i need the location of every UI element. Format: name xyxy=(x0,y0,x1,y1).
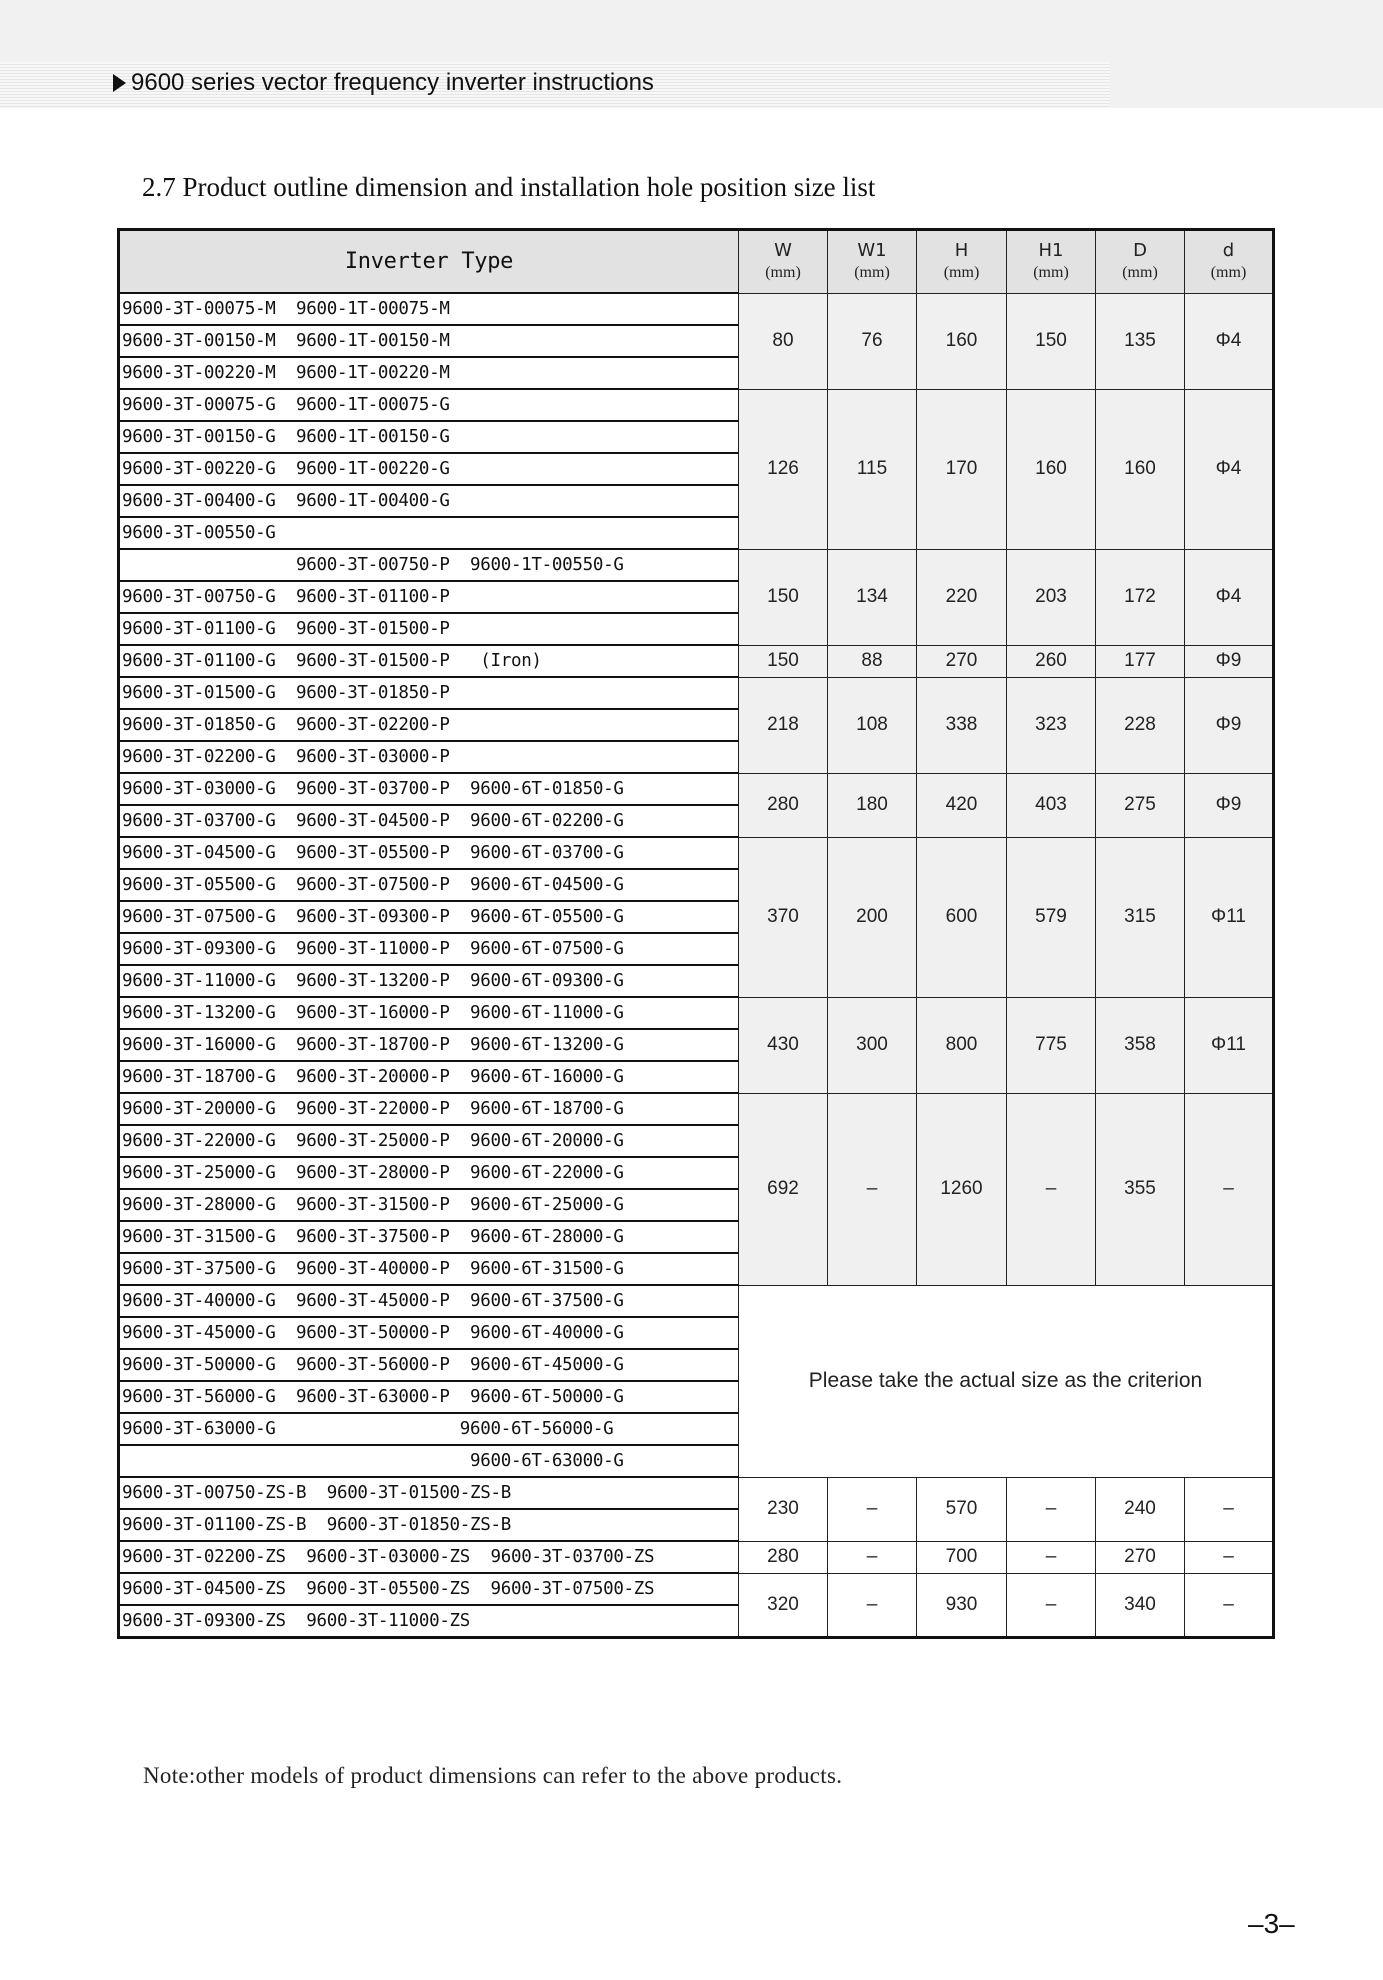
dim-cell-h: 160 xyxy=(917,293,1007,389)
table-row xyxy=(119,1285,1274,1317)
dim-cell-h1: 150 xyxy=(1007,293,1096,389)
inverter-models-cell: 9600-3T-00750-P 9600-1T-00550-G xyxy=(119,549,739,581)
table-header-row xyxy=(119,230,1274,294)
dim-cell-h: 220 xyxy=(917,549,1007,645)
dim-cell-w: 370 xyxy=(739,837,828,997)
inverter-models-cell: 9600-3T-56000-G 9600-3T-63000-P 9600-6T-50000-G xyxy=(119,1381,739,1413)
dim-cell-h: 1260 xyxy=(917,1093,1007,1285)
table-row xyxy=(119,773,1274,805)
inverter-models-cell: 9600-3T-00220-M 9600-1T-00220-M xyxy=(119,357,739,389)
inverter-models-cell: 9600-3T-04500-ZS 9600-3T-05500-ZS 9600-3T-07500-ZS xyxy=(119,1573,739,1605)
dim-cell-hole-d: – xyxy=(1185,1573,1274,1638)
dim-cell-hole-d: – xyxy=(1185,1541,1274,1573)
dim-cell-d: 275 xyxy=(1096,773,1185,837)
dim-cell-h1: 203 xyxy=(1007,549,1096,645)
dim-cell-w: 430 xyxy=(739,997,828,1093)
col-name: d xyxy=(1222,239,1235,261)
dim-cell-h1: – xyxy=(1007,1541,1096,1573)
col-unit: (mm) xyxy=(1210,263,1247,281)
col-name: W xyxy=(774,239,792,261)
inverter-models-cell: 9600-3T-22000-G 9600-3T-25000-P 9600-6T-20000-G xyxy=(119,1125,739,1157)
dim-cell-h1: 403 xyxy=(1007,773,1096,837)
dim-cell-w: 280 xyxy=(739,1541,828,1573)
dim-cell-w: 150 xyxy=(739,549,828,645)
inverter-models-cell: 9600-3T-01500-G 9600-3T-01850-P xyxy=(119,677,739,709)
inverter-models-cell: 9600-3T-00075-M 9600-1T-00075-M xyxy=(119,293,739,325)
table-row xyxy=(119,293,1274,325)
inverter-type-header: Inverter Type xyxy=(119,230,739,294)
inverter-models-cell: 9600-3T-00075-G 9600-1T-00075-G xyxy=(119,389,739,421)
dim-cell-hole-d: Φ4 xyxy=(1185,293,1274,389)
dim-cell-w1: 108 xyxy=(828,677,917,773)
inverter-models-cell: 9600-3T-00400-G 9600-1T-00400-G xyxy=(119,485,739,517)
dim-cell-h: 700 xyxy=(917,1541,1007,1573)
inverter-models-cell: 9600-3T-00750-ZS-B 9600-3T-01500-ZS-B xyxy=(119,1477,739,1509)
dim-cell-hole-d: Φ9 xyxy=(1185,773,1274,837)
col-name: H1 xyxy=(1038,239,1064,261)
dim-cell-w1: – xyxy=(828,1541,917,1573)
inverter-models-cell: 9600-3T-00220-G 9600-1T-00220-G xyxy=(119,453,739,485)
inverter-models-cell: 9600-3T-09300-G 9600-3T-11000-P 9600-6T-07500-G xyxy=(119,933,739,965)
dim-cell-w1: 300 xyxy=(828,997,917,1093)
triangle-bullet-icon xyxy=(113,74,126,92)
dim-cell-d: 135 xyxy=(1096,293,1185,389)
inverter-models-cell: 9600-3T-03000-G 9600-3T-03700-P 9600-6T-01850-G xyxy=(119,773,739,805)
inverter-models-cell: 9600-3T-13200-G 9600-3T-16000-P 9600-6T-11000-G xyxy=(119,997,739,1029)
inverter-models-cell: 9600-3T-04500-G 9600-3T-05500-P 9600-6T-03700-G xyxy=(119,837,739,869)
col-header-h xyxy=(917,230,1007,294)
dim-cell-h: 270 xyxy=(917,645,1007,677)
table-row xyxy=(119,1477,1274,1509)
inverter-models-cell: 9600-3T-07500-G 9600-3T-09300-P 9600-6T-05500-G xyxy=(119,901,739,933)
col-unit: (mm) xyxy=(943,263,980,281)
dim-cell-hole-d: Φ11 xyxy=(1185,997,1274,1093)
inverter-models-cell: 9600-3T-50000-G 9600-3T-56000-P 9600-6T-45000-G xyxy=(119,1349,739,1381)
inverter-models-cell: 9600-3T-02200-ZS 9600-3T-03000-ZS 9600-3T-03700-ZS xyxy=(119,1541,739,1573)
col-header-w xyxy=(739,230,828,294)
inverter-models-cell: 9600-6T-63000-G xyxy=(119,1445,739,1477)
col-header-hole-d xyxy=(1185,230,1274,294)
table-row xyxy=(119,389,1274,421)
col-header-w1 xyxy=(828,230,917,294)
inverter-models-cell: 9600-3T-00750-G 9600-3T-01100-P xyxy=(119,581,739,613)
dim-cell-w1: 200 xyxy=(828,837,917,997)
dim-cell-h1: 160 xyxy=(1007,389,1096,549)
inverter-models-cell: 9600-3T-16000-G 9600-3T-18700-P 9600-6T-13200-G xyxy=(119,1029,739,1061)
dim-cell-w1: – xyxy=(828,1093,917,1285)
table-row xyxy=(119,837,1274,869)
inverter-models-cell: 9600-3T-00150-M 9600-1T-00150-M xyxy=(119,325,739,357)
dimension-table xyxy=(117,228,1275,1639)
section-title: 2.7 Product outline dimension and installation hole position size list xyxy=(142,172,876,202)
dim-cell-hole-d: Φ9 xyxy=(1185,645,1274,677)
dim-cell-w1: 88 xyxy=(828,645,917,677)
inverter-models-cell: 9600-3T-63000-G 9600-6T-56000-G xyxy=(119,1413,739,1445)
dim-cell-h1: 323 xyxy=(1007,677,1096,773)
dim-cell-w1: 115 xyxy=(828,389,917,549)
header-title-text: 9600 series vector frequency inverter instructions xyxy=(131,69,654,96)
dim-cell-hole-d: – xyxy=(1185,1477,1274,1541)
dim-cell-d: 177 xyxy=(1096,645,1185,677)
inverter-models-cell: 9600-3T-40000-G 9600-3T-45000-P 9600-6T-37500-G xyxy=(119,1285,739,1317)
col-header-h1 xyxy=(1007,230,1096,294)
dim-cell-d: 160 xyxy=(1096,389,1185,549)
dim-cell-hole-d: – xyxy=(1185,1093,1274,1285)
dim-cell-h: 420 xyxy=(917,773,1007,837)
dim-cell-w: 230 xyxy=(739,1477,828,1541)
dim-cell-w1: – xyxy=(828,1477,917,1541)
inverter-models-cell: 9600-3T-45000-G 9600-3T-50000-P 9600-6T-40000-G xyxy=(119,1317,739,1349)
dim-cell-h: 800 xyxy=(917,997,1007,1093)
dim-cell-h1: 260 xyxy=(1007,645,1096,677)
col-unit: (mm) xyxy=(765,263,801,281)
col-unit: (mm) xyxy=(1122,263,1158,281)
inverter-models-cell: 9600-3T-25000-G 9600-3T-28000-P 9600-6T-22000-G xyxy=(119,1157,739,1189)
table-row xyxy=(119,645,1274,677)
inverter-models-cell: 9600-3T-01100-ZS-B 9600-3T-01850-ZS-B xyxy=(119,1509,739,1541)
inverter-models-cell: 9600-3T-18700-G 9600-3T-20000-P 9600-6T-16000-G xyxy=(119,1061,739,1093)
inverter-models-cell: 9600-3T-00150-G 9600-1T-00150-G xyxy=(119,421,739,453)
dim-cell-h: 338 xyxy=(917,677,1007,773)
dim-cell-d: 340 xyxy=(1096,1573,1185,1638)
inverter-models-cell: 9600-3T-01100-G 9600-3T-01500-P xyxy=(119,613,739,645)
footnote: Note:other models of product dimensions can refer to the above products. xyxy=(143,1763,843,1788)
inverter-models-cell: 9600-3T-03700-G 9600-3T-04500-P 9600-6T-02200-G xyxy=(119,805,739,837)
dim-cell-hole-d: Φ4 xyxy=(1185,389,1274,549)
table-row xyxy=(119,549,1274,581)
inverter-models-cell: 9600-3T-11000-G 9600-3T-13200-P 9600-6T-09300-G xyxy=(119,965,739,997)
inverter-models-cell: 9600-3T-31500-G 9600-3T-37500-P 9600-6T-28000-G xyxy=(119,1221,739,1253)
dim-cell-h1: – xyxy=(1007,1573,1096,1638)
dim-cell-w1: 134 xyxy=(828,549,917,645)
page-number: –3– xyxy=(1248,1908,1295,1939)
inverter-models-cell: 9600-3T-02200-G 9600-3T-03000-P xyxy=(119,741,739,773)
dim-cell-hole-d: Φ9 xyxy=(1185,677,1274,773)
dim-cell-hole-d: Φ4 xyxy=(1185,549,1274,645)
col-name: H xyxy=(954,239,969,261)
inverter-models-cell: 9600-3T-05500-G 9600-3T-07500-P 9600-6T-04500-G xyxy=(119,869,739,901)
inverter-models-cell: 9600-3T-28000-G 9600-3T-31500-P 9600-6T-25000-G xyxy=(119,1189,739,1221)
dim-cell-hole-d: Φ11 xyxy=(1185,837,1274,997)
col-name: D xyxy=(1133,239,1147,261)
dim-cell-w: 126 xyxy=(739,389,828,549)
header-title xyxy=(113,69,654,97)
dim-cell-h: 570 xyxy=(917,1477,1007,1541)
dim-cell-d: 172 xyxy=(1096,549,1185,645)
inverter-models-cell: 9600-3T-37500-G 9600-3T-40000-P 9600-6T-31500-G xyxy=(119,1253,739,1285)
dim-cell-h: 930 xyxy=(917,1573,1007,1638)
inverter-models-cell: 9600-3T-09300-ZS 9600-3T-11000-ZS xyxy=(119,1605,739,1638)
table-row xyxy=(119,997,1274,1029)
dim-cell-h1: 579 xyxy=(1007,837,1096,997)
table-row xyxy=(119,1573,1274,1605)
inverter-models-cell: 9600-3T-20000-G 9600-3T-22000-P 9600-6T-18700-G xyxy=(119,1093,739,1125)
dim-cell-h: 600 xyxy=(917,837,1007,997)
dim-cell-d: 228 xyxy=(1096,677,1185,773)
table-row xyxy=(119,677,1274,709)
dim-cell-w: 218 xyxy=(739,677,828,773)
dim-cell-d: 270 xyxy=(1096,1541,1185,1573)
dim-cell-h: 170 xyxy=(917,389,1007,549)
dim-cell-w1: 76 xyxy=(828,293,917,389)
inverter-models-cell: 9600-3T-01100-G 9600-3T-01500-P (Iron) xyxy=(119,645,739,677)
dim-cell-w: 320 xyxy=(739,1573,828,1638)
table-body xyxy=(119,230,1274,1638)
col-header-d xyxy=(1096,230,1185,294)
dim-cell-w1: 180 xyxy=(828,773,917,837)
table-row xyxy=(119,1541,1274,1573)
inverter-models-cell: 9600-3T-00550-G xyxy=(119,517,739,549)
col-unit: (mm) xyxy=(854,263,890,281)
dim-cell-h1: 775 xyxy=(1007,997,1096,1093)
dim-cell-w: 692 xyxy=(739,1093,828,1285)
dim-cell-w: 80 xyxy=(739,293,828,389)
dim-cell-d: 240 xyxy=(1096,1477,1185,1541)
dim-cell-w: 150 xyxy=(739,645,828,677)
col-unit: (mm) xyxy=(1033,263,1069,281)
dim-cell-d: 355 xyxy=(1096,1093,1185,1285)
dim-cell-w: 280 xyxy=(739,773,828,837)
dim-cell-h1: – xyxy=(1007,1477,1096,1541)
col-name: W1 xyxy=(857,239,887,261)
dim-cell-d: 358 xyxy=(1096,997,1185,1093)
dim-cell-h1: – xyxy=(1007,1093,1096,1285)
dim-cell-w1: – xyxy=(828,1573,917,1638)
inverter-models-cell: 9600-3T-01850-G 9600-3T-02200-P xyxy=(119,709,739,741)
criterion-note-cell: Please take the actual size as the criterion xyxy=(739,1285,1274,1477)
dim-cell-d: 315 xyxy=(1096,837,1185,997)
table-row xyxy=(119,1093,1274,1125)
